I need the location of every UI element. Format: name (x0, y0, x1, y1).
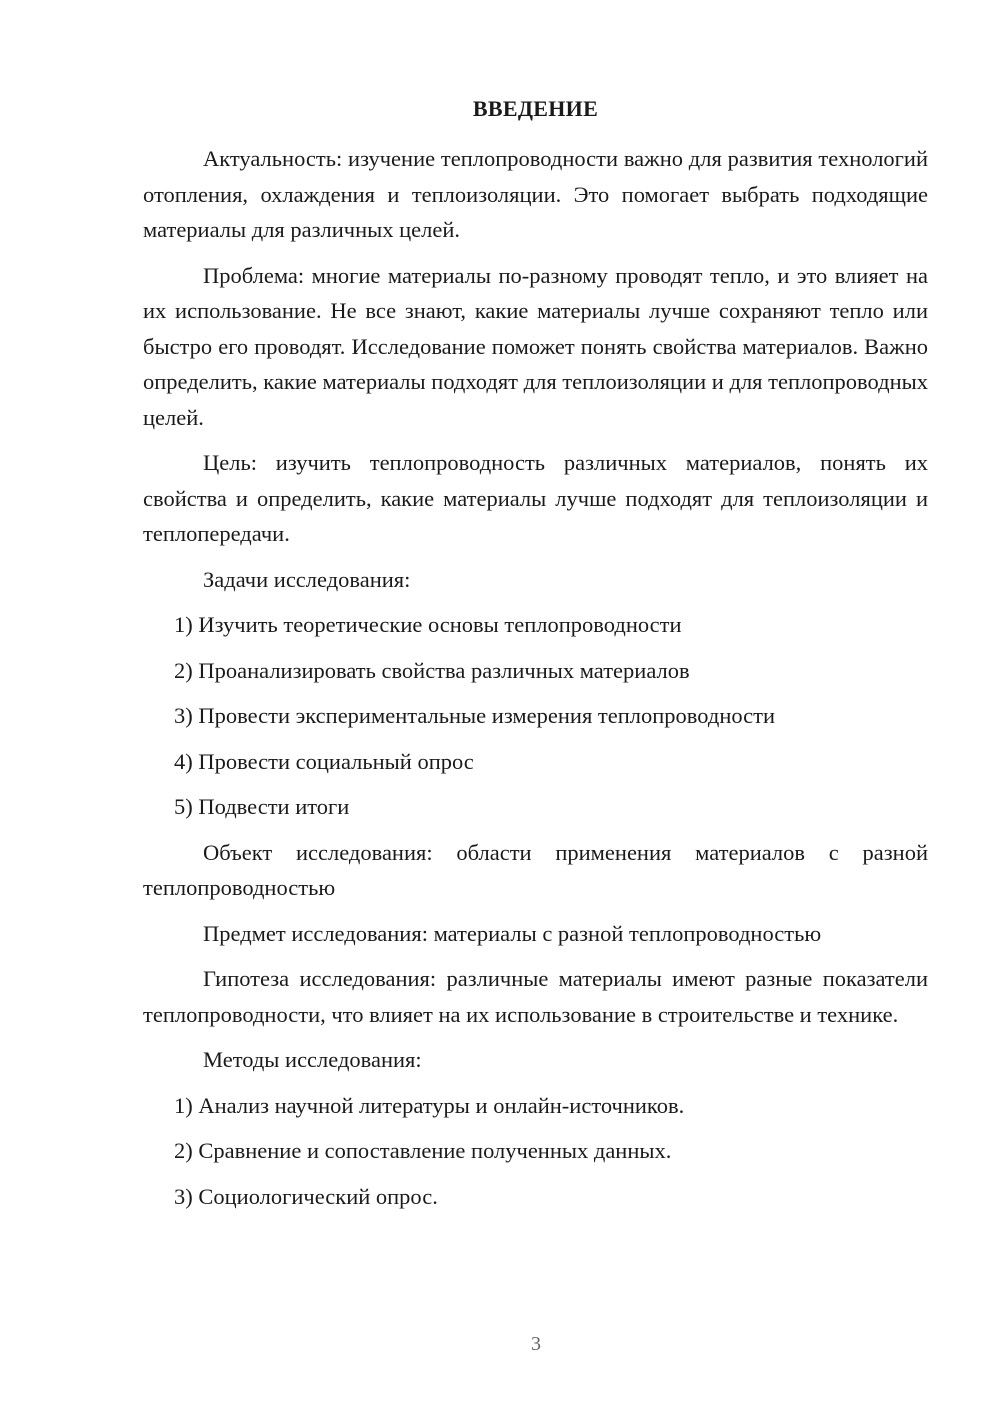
tasks-list (143, 607, 928, 825)
problem-paragraph: Проблема: многие материалы по-разному проводят тепло, и это влияет на их использование. Не все знают, какие материалы лучше сохраняют тепло или быстро его проводят. Исследование поможет понять свойства материалов. Важно определить, какие материалы подходят для теплоизоляции и для теплопроводных целей. (143, 262, 928, 430)
hypothesis-paragraph: Гипотеза исследования: различные материалы имеют разные показатели теплопроводности, что влияет на их использование в строительстве и технике. (143, 966, 928, 1027)
task-item: 5) Подвести итоги (174, 794, 350, 819)
page-number: 3 (531, 1333, 541, 1355)
object-paragraph: Объект исследования: области применения материалов с разной теплопроводностью (143, 839, 928, 900)
method-item: 1) Анализ научной литературы и онлайн-источников. (174, 1092, 685, 1118)
document-page (143, 94, 928, 1224)
section-heading: ВВЕДЕНИЕ (472, 96, 599, 121)
task-item: 4) Провести социальный опрос (174, 748, 474, 774)
goal-paragraph: Цель: изучить теплопроводность различных материалов, понять их свойства и определить, какие материалы лучше подходят для теплоизоляции и теплопередачи. (143, 450, 928, 546)
tasks-title: Задачи исследования: (203, 566, 411, 592)
method-item: 3) Социологический опрос. (174, 1183, 438, 1209)
methods-title: Методы исследования: (203, 1047, 422, 1072)
subject-paragraph: Предмет исследования: материалы с разной теплопроводностью (203, 920, 822, 946)
relevance-paragraph: Актуальность: изучение теплопроводности важно для развития технологий отопления, охлаждения и теплоизоляции. Это помогает выбрать подходящие материалы для различных целей. (143, 146, 928, 242)
task-item: 1) Изучить теоретические основы теплопроводности (174, 612, 682, 637)
task-item: 2) Проанализировать свойства различных материалов (174, 657, 690, 683)
methods-list (143, 1088, 928, 1215)
method-item: 2) Сравнение и сопоставление полученных данных. (174, 1138, 672, 1163)
task-item: 3) Провести экспериментальные измерения теплопроводности (174, 703, 776, 728)
